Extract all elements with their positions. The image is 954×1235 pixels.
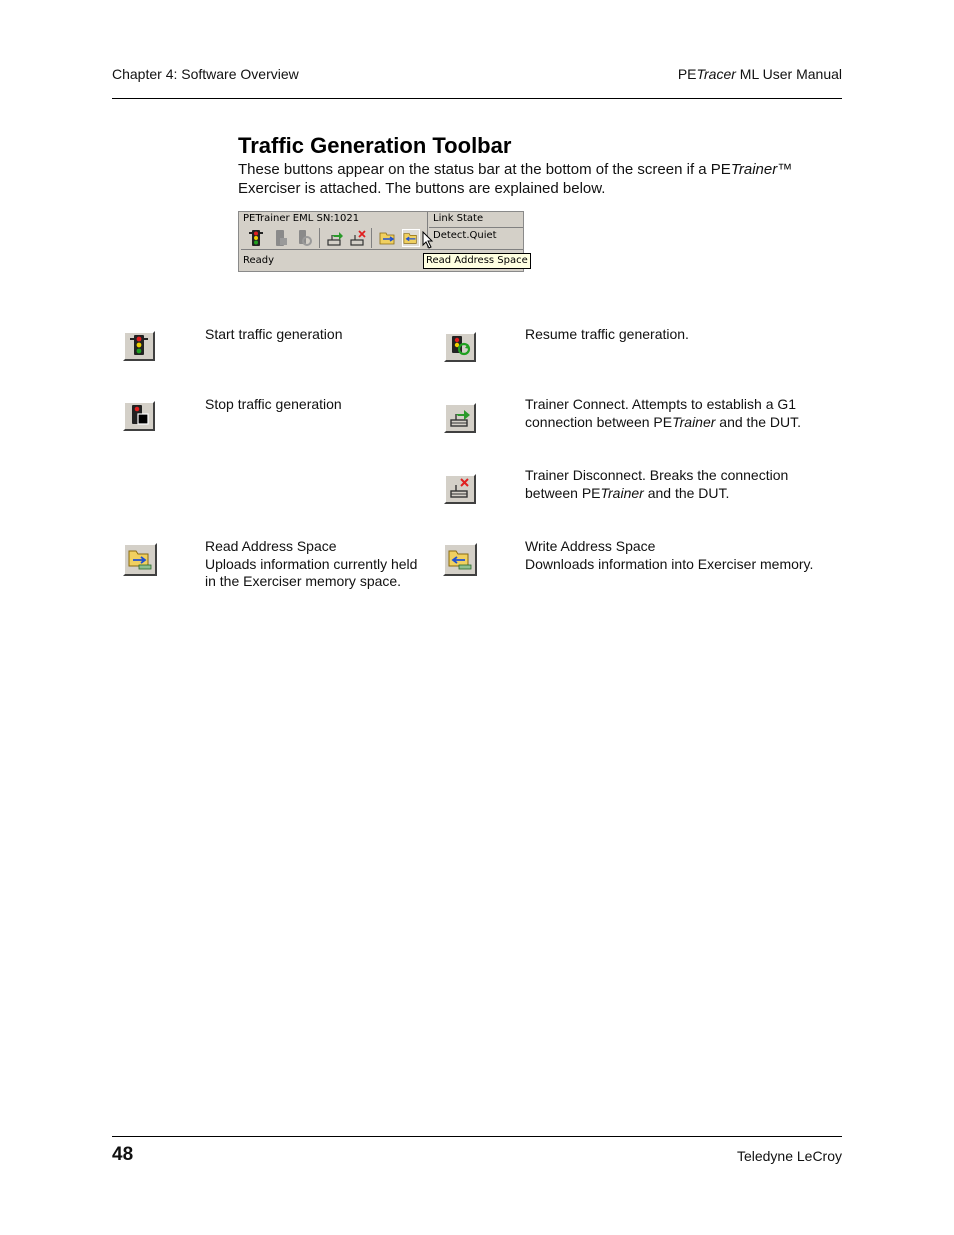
tb-start-button[interactable]: [247, 229, 265, 247]
write-address-icon: [403, 230, 419, 246]
read-address-space-button[interactable]: [123, 543, 157, 576]
write-address-icon: [447, 546, 473, 571]
link-state-value: Detect.Quiet: [433, 230, 497, 241]
disconnect-line1: Trainer Disconnect. Breaks the connection: [525, 467, 789, 483]
ready-label: Ready: [243, 255, 275, 266]
stop-traffic-icon: [271, 229, 289, 247]
manual-suffix: ML User Manual: [735, 66, 842, 82]
footer-company: Teledyne LeCroy: [736, 1148, 842, 1164]
start-traffic-desc: Start traffic generation: [205, 326, 343, 342]
footer-rule: [112, 1136, 842, 1137]
write-line2: Downloads information into Exerciser memory.: [525, 555, 814, 572]
connect-icon: [448, 406, 472, 428]
disconnect-line2-prefix: between PE: [525, 484, 601, 501]
write-address-space-desc: [525, 538, 813, 573]
connect-line1: Trainer Connect. Attempts to establish a G1: [525, 396, 797, 412]
resume-traffic-desc: Resume traffic generation.: [525, 326, 689, 342]
link-state-divider: [429, 227, 523, 228]
resume-traffic-icon: [448, 335, 472, 357]
link-state-label: Link State: [433, 213, 484, 224]
read-address-space-desc: [205, 538, 417, 591]
resume-traffic-icon: [295, 229, 313, 247]
header-chapter: Chapter 4: Software Overview: [112, 66, 299, 82]
toolbar-separator: [371, 228, 372, 248]
manual-italic: Tracer: [696, 66, 736, 82]
tooltip-read-address: Read Address Space: [423, 253, 531, 269]
read-address-icon: [127, 546, 153, 571]
statusbar-screenshot: [238, 211, 528, 272]
intro-part2: ™ Exerciser is attached. The buttons are explained below.: [238, 161, 793, 197]
stop-traffic-desc: Stop traffic generation: [205, 396, 342, 412]
mouse-cursor-icon: [422, 231, 434, 249]
trainer-disconnect-button[interactable]: [444, 474, 476, 504]
read-line2: Uploads information currently held: [205, 555, 418, 572]
trainer-connect-desc: [525, 396, 801, 431]
write-address-space-button[interactable]: [443, 543, 477, 576]
read-line3: in the Exerciser memory space.: [205, 573, 402, 589]
header-manual-title: [678, 66, 842, 82]
section-intro: [238, 160, 838, 198]
section-title: Traffic Generation Toolbar: [238, 133, 512, 158]
tb-read-button[interactable]: [379, 229, 397, 247]
tb-connect-button[interactable]: [326, 229, 344, 247]
connect-icon: [326, 229, 344, 247]
write-line1: Write Address Space: [525, 538, 656, 554]
disconnect-icon: [448, 477, 472, 499]
header-rule: [112, 98, 842, 99]
tb-disconnect-button[interactable]: [349, 229, 367, 247]
resume-traffic-button[interactable]: [444, 332, 476, 362]
tb-resume-button[interactable]: [295, 229, 313, 247]
traffic-light-icon: [247, 229, 265, 247]
connect-line2-italic: Trainer: [672, 413, 716, 430]
connect-line2: [525, 414, 801, 432]
manual-prefix: PE: [677, 66, 697, 82]
page-number: 48: [112, 1144, 134, 1165]
toolbar-separator: [319, 228, 320, 248]
trainer-connect-button[interactable]: [444, 403, 476, 433]
stop-traffic-button[interactable]: [123, 401, 155, 431]
tb-stop-button[interactable]: [271, 229, 289, 247]
read-address-icon: [379, 229, 397, 247]
trainer-disconnect-desc: [525, 467, 788, 502]
device-label: PETrainer EML SN:1021: [243, 213, 360, 224]
statusbar-hdivider: [241, 249, 523, 250]
traffic-light-icon: [128, 334, 150, 356]
read-line1: Read Address Space: [205, 538, 337, 554]
disconnect-line2: [525, 485, 788, 503]
intro-part1: These buttons appear on the status bar at the bottom of the screen if a PE: [238, 161, 731, 178]
intro-italic: Trainer: [730, 161, 778, 178]
connect-line2-suffix: and the DUT.: [715, 413, 802, 430]
disconnect-icon: [349, 229, 367, 247]
disconnect-line2-italic: Trainer: [600, 484, 644, 501]
tb-write-button[interactable]: [402, 229, 420, 247]
disconnect-line2-suffix: and the DUT.: [643, 484, 730, 501]
start-traffic-button[interactable]: [123, 331, 155, 361]
stop-traffic-icon: [128, 404, 150, 426]
connect-line2-prefix: connection between PE: [525, 413, 673, 430]
